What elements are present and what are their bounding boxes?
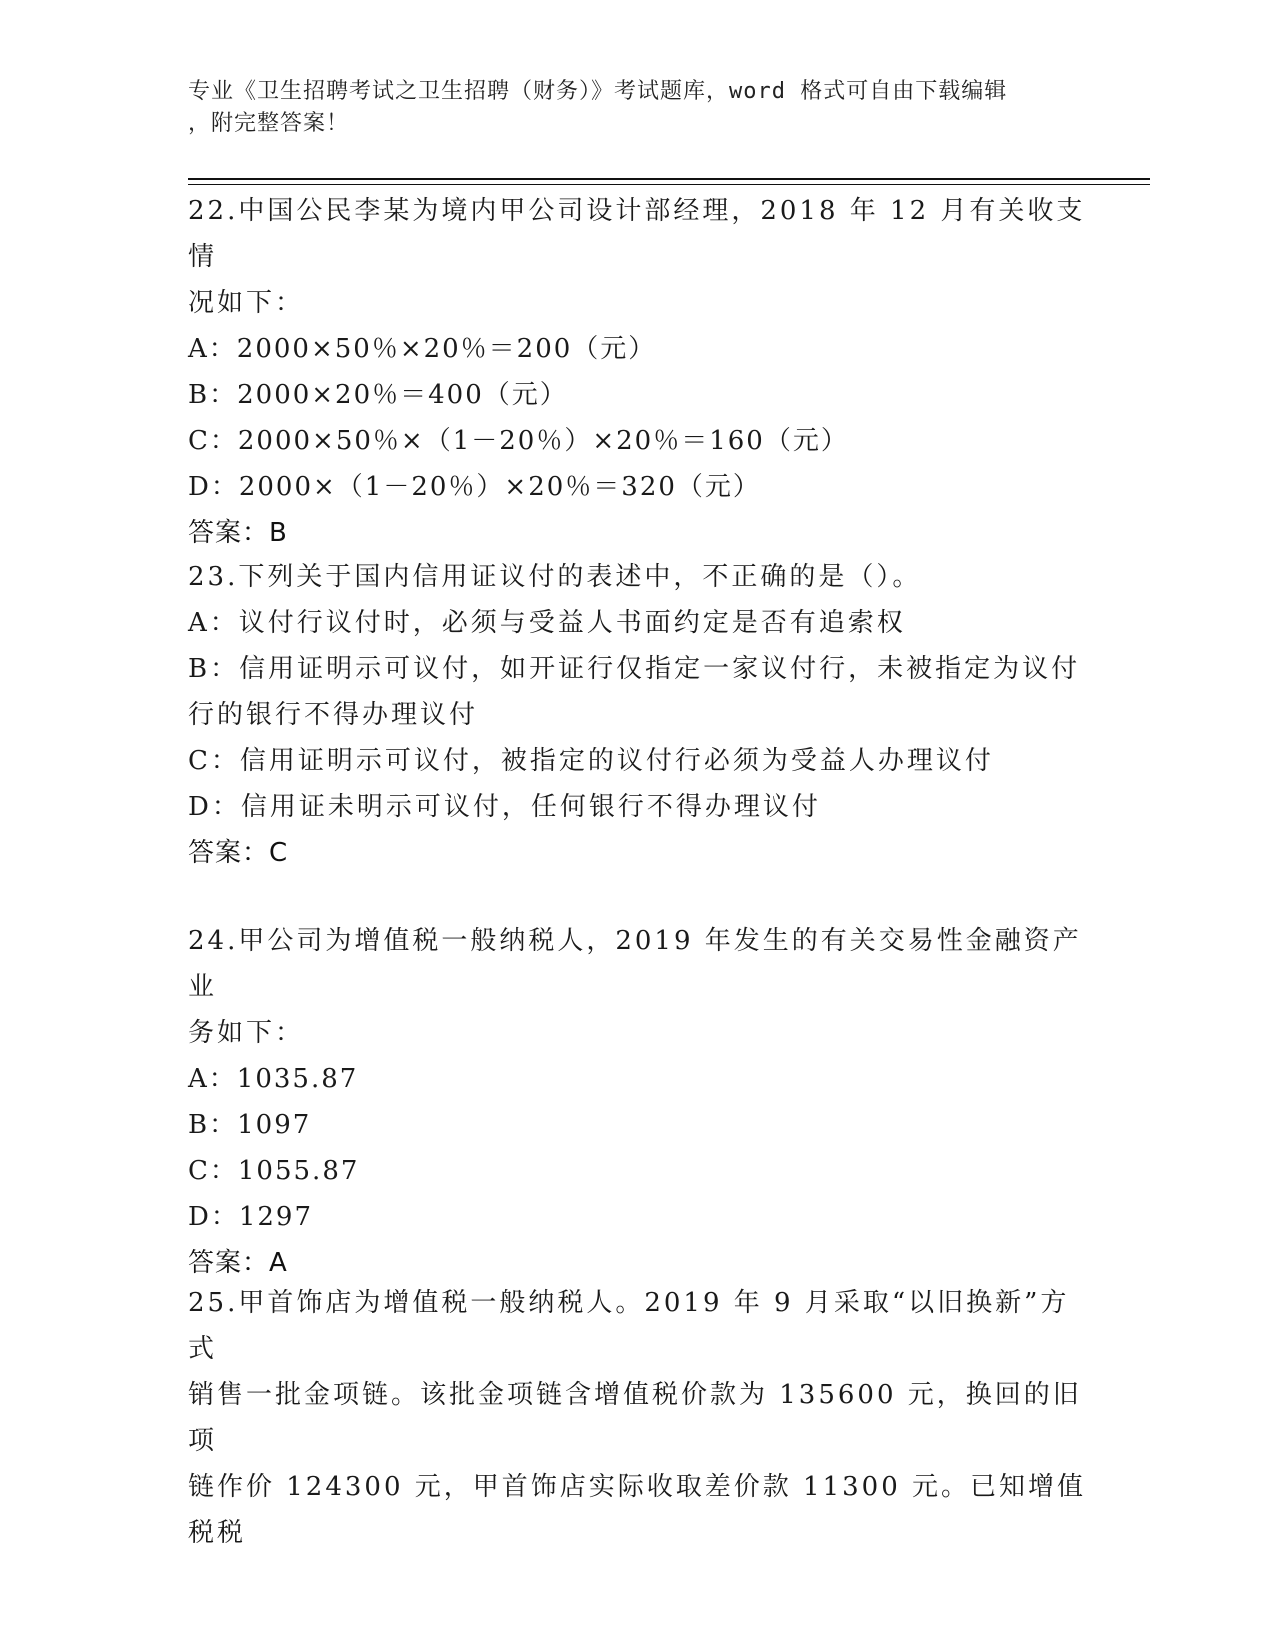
option-d: D：信用证未明示可议付，任何银行不得办理议付 <box>188 792 821 822</box>
question-25 <box>188 1280 1088 1556</box>
answer-label: 答案：A <box>188 1248 288 1278</box>
option-a: A：议付行议付时，必须与受益人书面约定是否有追索权 <box>188 608 906 638</box>
option-d: D：1297 <box>188 1202 314 1232</box>
option-c: C：1055.87 <box>188 1156 360 1186</box>
option-b: B：2000×20％＝400（元） <box>188 380 568 410</box>
option-c: C：信用证明示可议付，被指定的议付行必须为受益人办理议付 <box>188 746 994 776</box>
answer-label: 答案：C <box>188 838 289 868</box>
document-header <box>188 76 1088 140</box>
question-stem-line: 23.下列关于国内信用证议付的表述中，不正确的是（）。 <box>188 562 922 592</box>
question-22 <box>188 188 1088 556</box>
answer-label: 答案：B <box>188 518 288 548</box>
header-line-2: ，附完整答案！ <box>188 111 350 136</box>
question-stem-line: 22.中国公民李某为境内甲公司设计部经理，2018 年 12 月有关收支情 <box>188 196 1086 272</box>
question-stem-line: 销售一批金项链。该批金项链含增值税价款为 135600 元，换回的旧项 <box>188 1380 1082 1456</box>
question-stem-line: 链作价 124300 元，甲首饰店实际收取差价款 11300 元。已知增值税税 <box>188 1472 1087 1548</box>
question-stem-line: 务如下： <box>188 1018 305 1048</box>
question-stem-line: 24.甲公司为增值税一般纳税人，2019 年发生的有关交易性金融资产业 <box>188 926 1082 1002</box>
header-line-1: 专业《卫生招聘考试之卫生招聘（财务）》考试题库，word 格式可自由下载编辑 <box>188 79 1008 104</box>
option-d: D：2000×（1－20％）×20％＝320（元） <box>188 472 761 502</box>
option-a: A：2000×50％×20％＝200（元） <box>188 334 657 364</box>
option-c: C：2000×50％×（1－20％）×20％＝160（元） <box>188 426 849 456</box>
header-divider-thick <box>188 178 1150 180</box>
option-b: B：1097 <box>188 1110 312 1140</box>
header-divider-thin <box>188 184 1150 185</box>
option-a: A：1035.87 <box>188 1064 359 1094</box>
option-b: B：信用证明示可议付，如开证行仅指定一家议付行，未被指定为议付 <box>188 654 1081 684</box>
question-24 <box>188 918 1088 1286</box>
option-b-continued: 行的银行不得办理议付 <box>188 700 479 730</box>
question-stem-line: 25.甲首饰店为增值税一般纳税人。2019 年 9 月采取“以旧换新”方式 <box>188 1288 1070 1364</box>
question-stem-line: 况如下： <box>188 288 305 318</box>
question-23 <box>188 554 1088 876</box>
